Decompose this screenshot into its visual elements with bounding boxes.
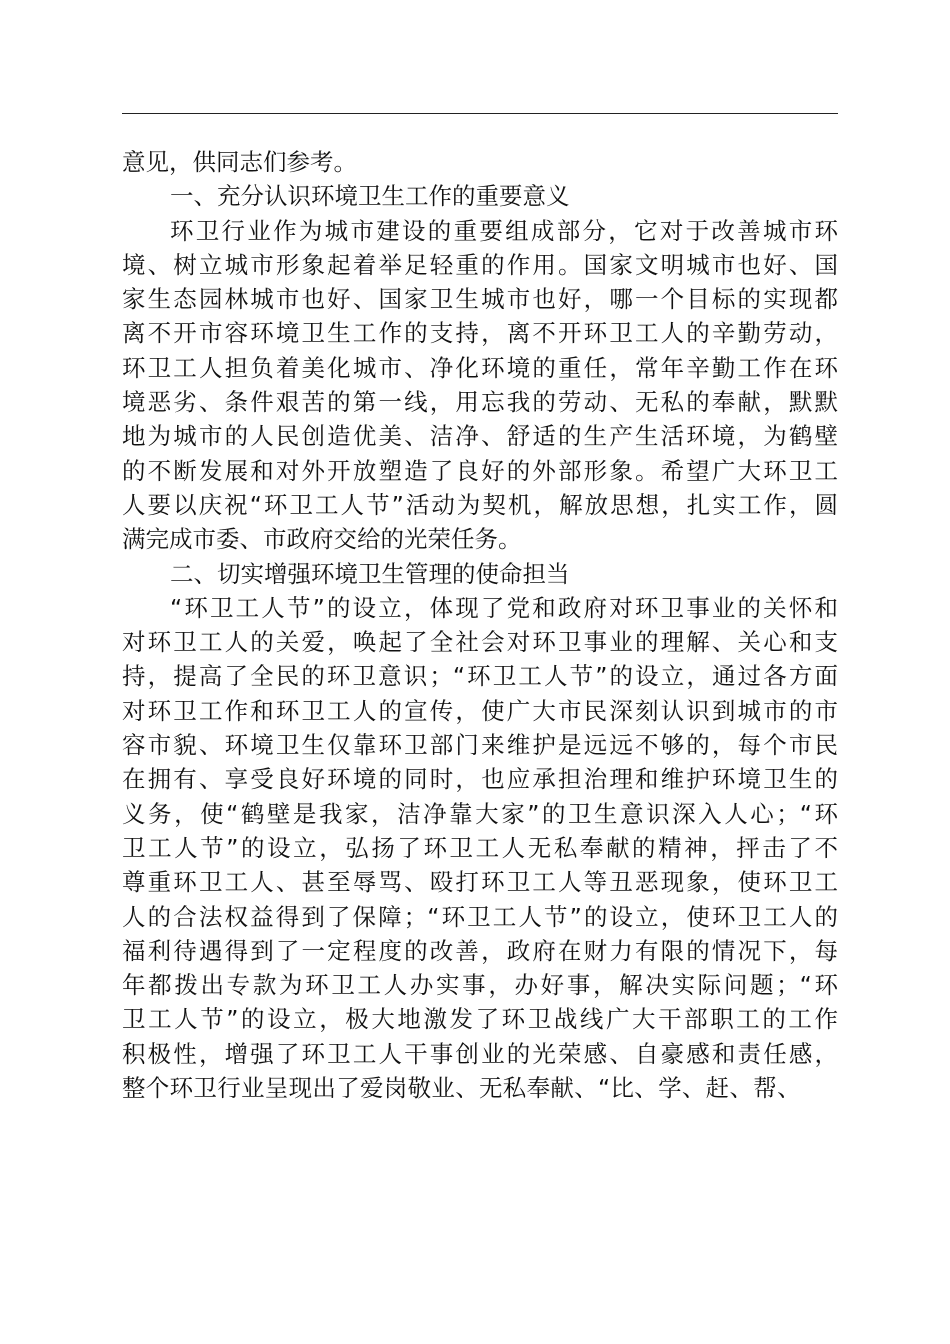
paragraph-line: 整个环卫行业呈现出了爱岗敬业、无私奉献、“比、学、赶、帮、 [122,1074,801,1103]
paragraph-line: 卫工人节”的设立，弘扬了环卫工人无私奉献的精神，抨击了不 [122,833,838,862]
document-body [122,145,838,1105]
paragraph-line: 地为城市的人民创造优美、洁净、舒适的生产生活环境，为鹤壁 [122,422,838,451]
opening-line: 意见，供同志们参考。 [122,148,357,176]
paragraph-line: 卫工人节”的设立，极大地激发了环卫战线广大干部职工的工作 [122,1005,838,1034]
section-1-paragraph [122,214,838,557]
paragraph-line: 义务，使“鹤壁是我家，洁净靠大家”的卫生意识深入人心；“环 [122,799,838,828]
paragraph-line: 境、树立城市形象起着举足轻重的作用。国家文明城市也好、国 [122,250,838,279]
paragraph-line: 对环卫工作和环卫工人的宣传，使广大市民深刻认识到城市的市 [122,696,838,725]
paragraph-line: 年都拨出专款为环卫工人办实事，办好事，解决实际问题；“环 [122,971,838,1000]
paragraph-line: “环卫工人节”的设立，体现了党和政府对环卫事业的关怀和 [170,593,838,622]
section-heading-2: 二、切实增强环境卫生管理的使命担当 [170,559,570,588]
paragraph-line: 容市貌、环境卫生仅靠环卫部门来维护是远远不够的，每个市民 [122,731,838,760]
paragraph-line: 离不开市容环境卫生工作的支持，离不开环卫工人的辛勤劳动， [122,319,838,348]
paragraph-line: 人要以庆祝“环卫工人节”活动为契机，解放思想，扎实工作，圆 [122,490,838,519]
paragraph-line: 人的合法权益得到了保障；“环卫工人节”的设立，使环卫工人的 [122,902,838,931]
paragraph-line: 对环卫工人的关爱，唤起了全社会对环卫事业的理解、关心和支 [122,628,838,657]
paragraph-line: 的不断发展和对外开放塑造了良好的外部形象。希望广大环卫工 [122,456,838,485]
paragraph-line: 在拥有、享受良好环境的同时，也应承担治理和维护环境卫生的 [122,765,838,794]
paragraph-line: 积极性，增强了环卫工人干事创业的光荣感、自豪感和责任感， [122,1039,838,1068]
paragraph-line: 持，提高了全民的环卫意识；“环卫工人节”的设立，通过各方面 [122,662,838,691]
header-rule [122,113,838,114]
paragraph-line: 环卫行业作为城市建设的重要组成部分，它对于改善城市环 [170,216,838,245]
paragraph-line: 家生态园林城市也好、国家卫生城市也好，哪一个目标的实现都 [122,285,838,314]
paragraph-line: 境恶劣、条件艰苦的第一线，用忘我的劳动、无私的奉献，默默 [122,388,838,417]
section-heading-1: 一、充分认识环境卫生工作的重要意义 [170,182,570,211]
paragraph-line: 福利待遇得到了一定程度的改善，政府在财力有限的情况下，每 [122,936,838,965]
paragraph-line: 满完成市委、市政府交给的光荣任务。 [122,525,522,554]
paragraph-line: 环卫工人担负着美化城市、净化环境的重任，常年辛勤工作在环 [122,353,838,382]
paragraph-line: 尊重环卫工人、甚至辱骂、殴打环卫工人等丑恶现象，使环卫工 [122,868,838,897]
section-2-paragraph [122,591,838,1105]
